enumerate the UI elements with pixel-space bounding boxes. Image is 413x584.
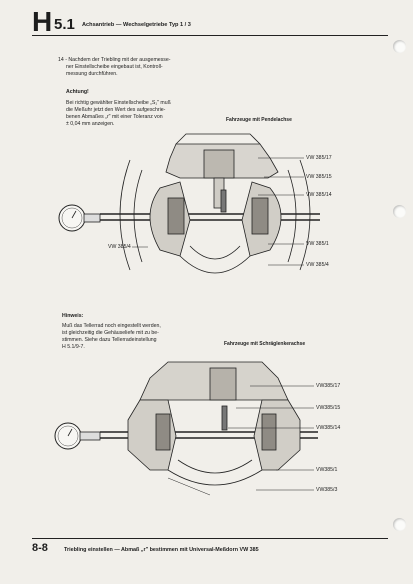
figure1-label: VW 385/15: [306, 174, 332, 180]
figure2-label: VW385/1: [316, 467, 338, 473]
step-line: ner Einstellscheibe eingebaut ist, Kontroll-: [66, 64, 163, 70]
figure1-label: VW 385/4: [108, 244, 131, 250]
figure2-label: VW385/3: [316, 487, 338, 493]
figure1-caption: Fahrzeuge mit Pendelachse: [226, 117, 292, 123]
figure1-label: VW 385/14: [306, 192, 332, 198]
achtung-line: Bei richtig gewählter Einstellscheibe „S₁" muß: [66, 100, 171, 106]
achtung-line: die Meßuhr jetzt den Wert des aufgeschrie-: [66, 107, 166, 113]
hinweis-line: ist gleichzeitig die Gehäuseliefe mit zu be-: [62, 330, 159, 336]
figure2-label: VW385/15: [316, 405, 341, 411]
figure2-label: VW385/17: [316, 383, 341, 389]
figure1-label: VW 385/17: [306, 155, 332, 161]
footer-rule: [32, 538, 388, 539]
footer-title: Triebling einstellen — Abmaß „r" bestimmen mit Universal-Meßdorn VW 385: [64, 547, 259, 553]
section-subtitle: Achsantrieb — Wechselgetriebe Typ 1 / 3: [82, 22, 191, 28]
achtung-line: benen Abmaßes „r" mit einer Toleranz von: [66, 114, 163, 120]
figure2-caption: Fahrzeuge mit Schräglenkerachse: [224, 341, 306, 347]
section-letter: H: [32, 6, 52, 37]
figure1-label: VW 385/1: [306, 241, 329, 247]
page-number: 8-8: [32, 542, 48, 554]
hinweis-line: stimmen. Siehe dazu Tellerradeinstellung: [62, 337, 157, 343]
section-number: 5.1: [54, 16, 75, 33]
achtung-line: ± 0,04 mm anzeigen.: [66, 121, 115, 127]
achtung-title: Achtung!: [66, 89, 89, 95]
hinweis-line: H 5.1/9-7.: [62, 344, 85, 350]
hinweis-title: Hinweis:: [62, 313, 84, 319]
figure2-label: VW385/14: [316, 425, 341, 431]
step-line: messung durchführen.: [66, 71, 118, 77]
figure1-label: VW 385/4: [306, 262, 329, 268]
step-line: 14 - Nachdem der Triebling mit der ausgemesse-: [58, 57, 171, 63]
hinweis-line: Muß das Tellerrad noch eingestellt werden,: [62, 323, 161, 329]
